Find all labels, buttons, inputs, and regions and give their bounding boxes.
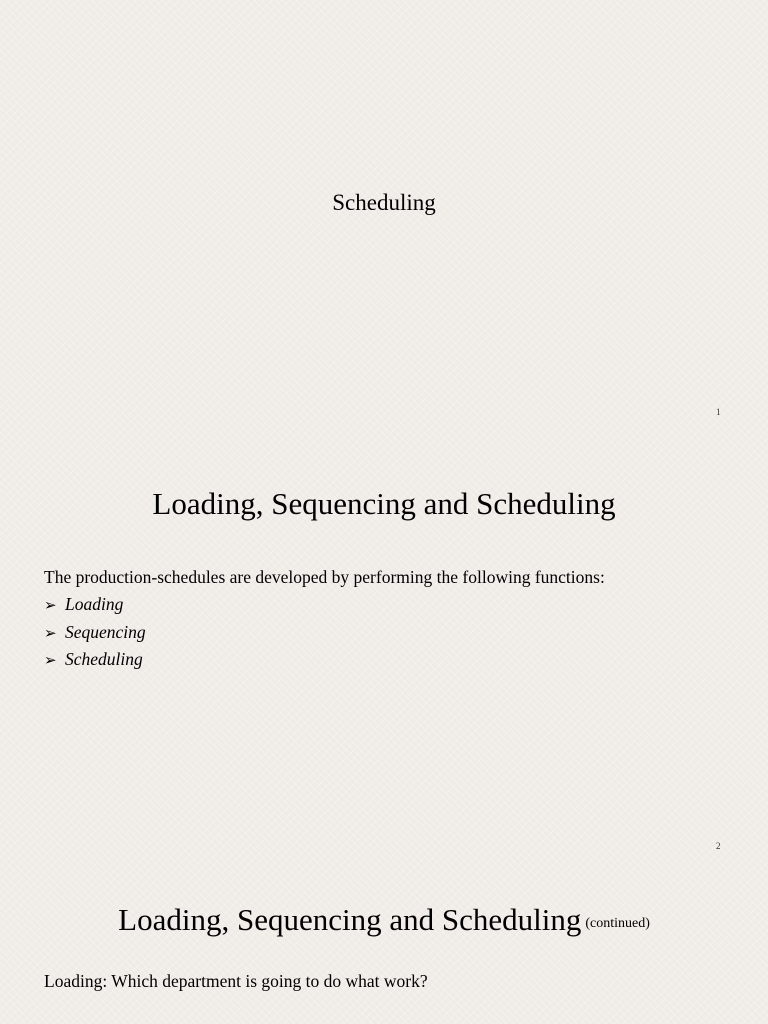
- bullet-text: Sequencing: [65, 621, 146, 642]
- arrow-bullet-icon: ➢: [44, 651, 57, 669]
- slide-2-page-number: 2: [716, 841, 721, 851]
- slide-2-title: Loading, Sequencing and Scheduling: [152, 486, 616, 521]
- bullet-item-scheduling: [44, 646, 146, 674]
- slide-3-title: [0, 900, 768, 944]
- bullet-text: Scheduling: [65, 649, 143, 669]
- slide-2-intro-text: The production-schedules are developed by performing the following functions:: [44, 567, 605, 587]
- slide-1-title: Scheduling: [332, 190, 436, 215]
- bullet-item-loading: [44, 591, 146, 619]
- bullet-text: Loading: [65, 594, 124, 614]
- slide-3-title-text: Loading, Sequencing and Scheduling: [118, 902, 582, 937]
- slide-1-page-number: 1: [716, 407, 721, 417]
- arrow-bullet-icon: ➢: [44, 623, 57, 642]
- slide-3-title-suffix: (continued): [585, 916, 650, 931]
- bullet-item-sequencing: [44, 619, 146, 647]
- slide-2-bullet-list: [44, 591, 146, 674]
- arrow-bullet-icon: ➢: [44, 596, 57, 614]
- slide-3-body-text: Loading: Which department is going to do what work?: [44, 971, 428, 991]
